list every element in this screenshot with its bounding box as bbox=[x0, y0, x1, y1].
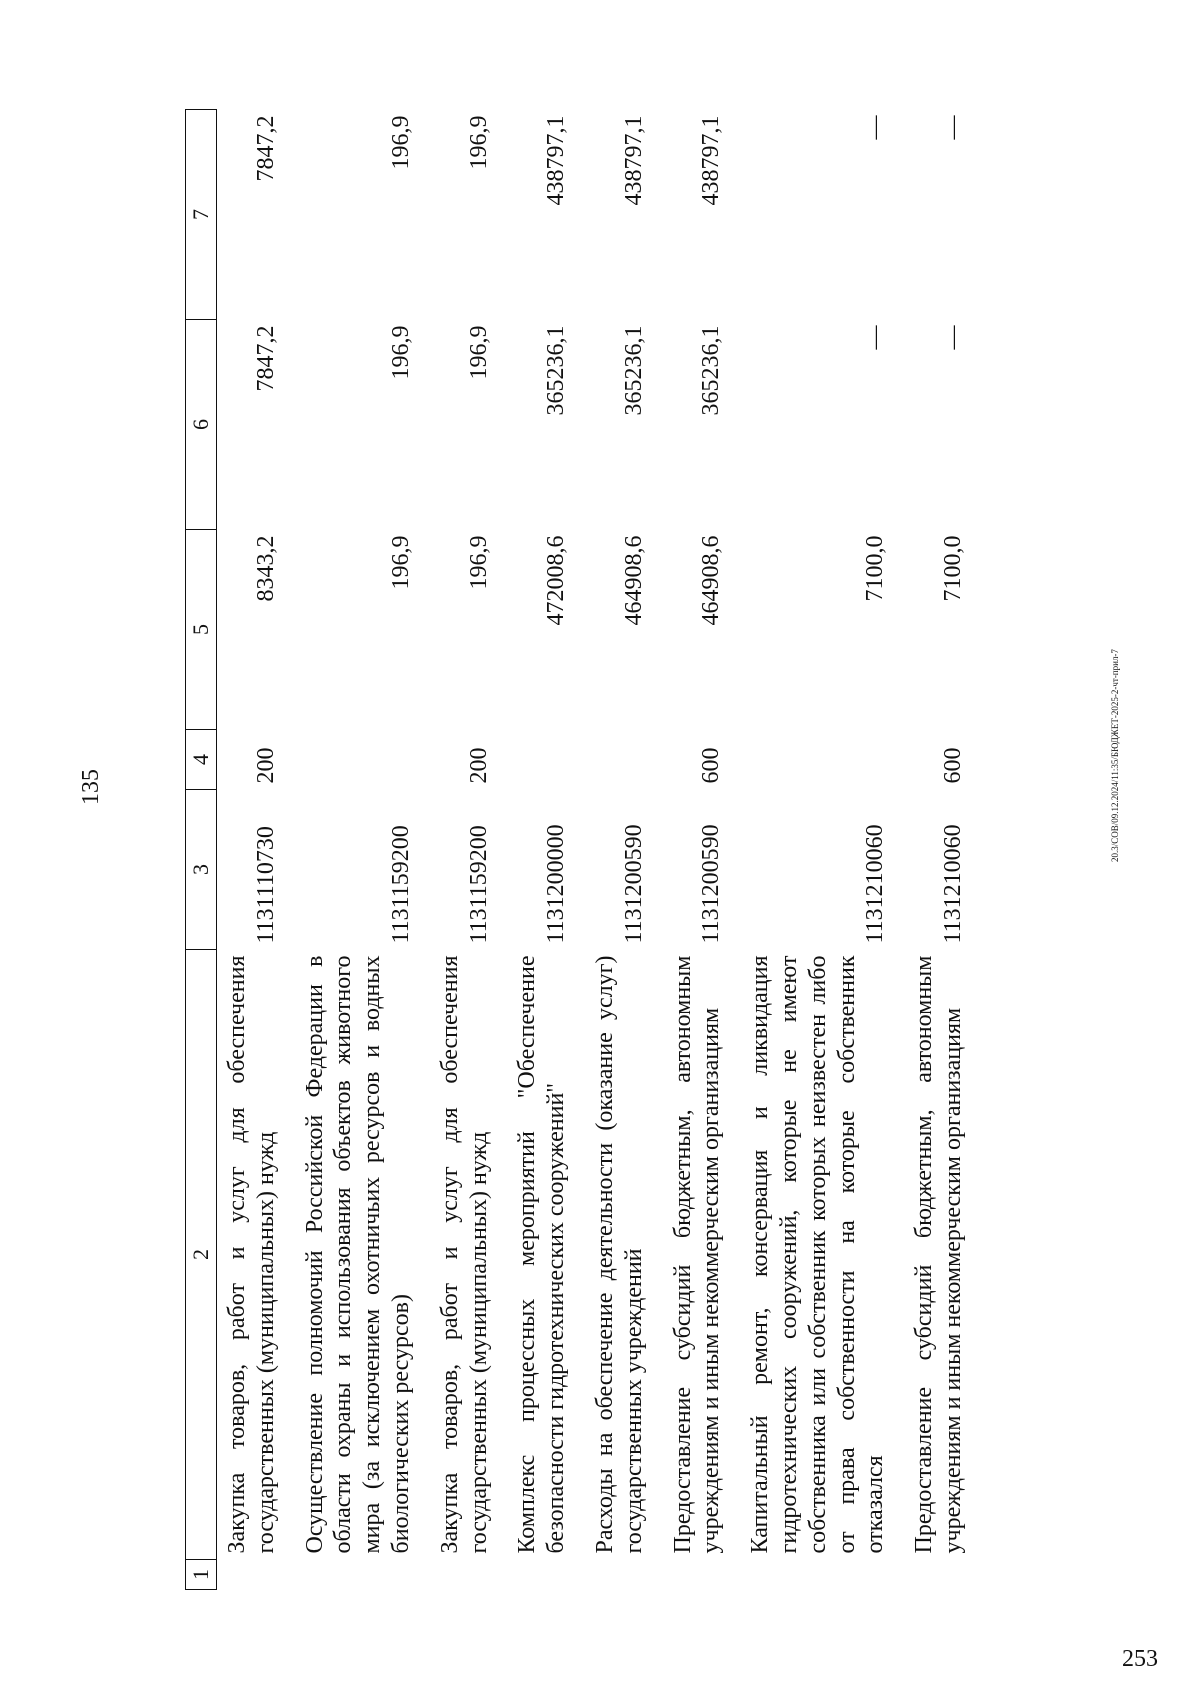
table-cell-c2: Комплекс процессных мероприятий "Обеспечение безопасности гидротехнических сооружений" bbox=[514, 955, 570, 1554]
table-cell-c5: 464908,6 bbox=[620, 535, 647, 626]
table-cell-c2: Закупка товаров, работ и услуг для обеспечения государственных (муниципальных) нужд bbox=[224, 955, 279, 1554]
table-cell-c2: Расходы на обеспечение деятельности (оказание услуг) государственных учреждений bbox=[591, 955, 647, 1554]
table-cell-c6: — bbox=[939, 325, 966, 350]
table-cell-c5: 464908,6 bbox=[698, 535, 725, 626]
table-cell-c4: 200 bbox=[252, 747, 279, 784]
table-cell-c3: 1131159200 bbox=[465, 825, 492, 944]
table-cell-c1 bbox=[430, 1560, 508, 1590]
column-header: 7 bbox=[186, 110, 217, 320]
table-row bbox=[904, 110, 982, 1590]
table-cell-c7: 196,9 bbox=[465, 115, 492, 170]
table-cell-c1 bbox=[507, 1560, 585, 1590]
table-cell-c7: 7847,2 bbox=[252, 115, 279, 182]
table-cell-c1 bbox=[740, 1560, 904, 1590]
table-cell-c7: 438797,1 bbox=[543, 115, 570, 206]
bottom-page-number: 253 bbox=[1122, 1646, 1158, 1672]
table-cell-c2: Предоставление субсидий бюджетным, автономным учреждениям и иным некоммерческим организациям bbox=[911, 955, 966, 1554]
table-cell-c4: 200 bbox=[465, 747, 492, 784]
table-cell-c5: 196,9 bbox=[387, 535, 414, 590]
column-header: 2 bbox=[186, 950, 217, 1560]
table-row bbox=[663, 110, 741, 1590]
table-cell-c7: 438797,1 bbox=[698, 115, 725, 206]
budget-table-container bbox=[185, 110, 1075, 1590]
column-header: 6 bbox=[186, 320, 217, 530]
column-header: 4 bbox=[186, 730, 217, 790]
table-cell-c3: 1131200000 bbox=[543, 824, 570, 944]
column-header: 1 bbox=[186, 1560, 217, 1590]
table-cell-c1 bbox=[904, 1560, 982, 1590]
table-cell-c4 bbox=[507, 730, 585, 790]
column-header: 5 bbox=[186, 530, 217, 730]
table-cell-c6: — bbox=[862, 325, 889, 350]
table-cell-c6: 196,9 bbox=[387, 325, 414, 380]
table-cell-c6: 365236,1 bbox=[620, 325, 647, 416]
budget-table bbox=[185, 109, 982, 1590]
table-cell-c3: 1131210060 bbox=[862, 824, 889, 944]
table-cell-c6: 365236,1 bbox=[698, 325, 725, 416]
document-code: 20.3/СОВ/09.12.2024/11:35/БЮДЖЕТ-2025-2-чт-прил-7 bbox=[1110, 649, 1120, 862]
table-cell-c6: 196,9 bbox=[465, 325, 492, 380]
table-body bbox=[217, 110, 982, 1590]
table-row bbox=[585, 110, 663, 1590]
table-cell-c2: Осуществление полномочий Российской Федерации в области охраны и использования объектов животного мира (за исключением охотничьих ресурсов и водных биологических ресурсов) bbox=[301, 955, 414, 1554]
table-cell-c3: 1131210060 bbox=[939, 824, 966, 944]
table-cell-c7: 438797,1 bbox=[620, 115, 647, 206]
table-cell-c1 bbox=[295, 1560, 430, 1590]
table-cell-c2: Закупка товаров, работ и услуг для обеспечения государственных (муниципальных) нужд bbox=[436, 955, 492, 1554]
table-cell-c5: 196,9 bbox=[465, 535, 492, 590]
table-row bbox=[507, 110, 585, 1590]
table-cell-c4: 600 bbox=[939, 747, 966, 784]
table-cell-c4 bbox=[295, 730, 430, 790]
table-cell-c5: 8343,2 bbox=[252, 535, 279, 602]
table-cell-c5: 7100,0 bbox=[862, 535, 889, 602]
column-header: 3 bbox=[186, 790, 217, 950]
table-cell-c2: Капитальный ремонт, консервация и ликвидация гидротехнических сооружений, которые не имеют собственника или собственник которых неизвестен либо от права собственности на которые собственник отказался bbox=[747, 955, 889, 1554]
table-row bbox=[295, 110, 430, 1590]
table-cell-c2: Предоставление субсидий бюджетным, автономным учреждениям и иным некоммерческим организациям bbox=[669, 955, 725, 1554]
table-header-row bbox=[186, 110, 217, 1590]
table-cell-c5: 7100,0 bbox=[939, 535, 966, 602]
table-cell-c3: 1131159200 bbox=[387, 825, 414, 944]
table-row bbox=[430, 110, 508, 1590]
table-row bbox=[740, 110, 904, 1590]
table-cell-c6: 7847,2 bbox=[252, 325, 279, 392]
table-cell-c7: — bbox=[862, 115, 889, 140]
table-cell-c5: 472008,6 bbox=[543, 535, 570, 626]
table-cell-c7: 196,9 bbox=[387, 115, 414, 170]
table-cell-c4: 600 bbox=[698, 747, 725, 784]
table-cell-c4 bbox=[585, 730, 663, 790]
table-cell-c1 bbox=[663, 1560, 741, 1590]
table-cell-c1 bbox=[585, 1560, 663, 1590]
table-cell-c3: 1131200590 bbox=[698, 824, 725, 944]
table-cell-c3: 1131200590 bbox=[620, 824, 647, 944]
table-row bbox=[217, 110, 295, 1590]
table-cell-c7: — bbox=[939, 115, 966, 140]
table-cell-c4 bbox=[740, 730, 904, 790]
top-page-number: 135 bbox=[78, 769, 104, 805]
table-cell-c6: 365236,1 bbox=[543, 325, 570, 416]
table-cell-c1 bbox=[217, 1560, 295, 1590]
table-cell-c3: 1131110730 bbox=[252, 826, 279, 944]
